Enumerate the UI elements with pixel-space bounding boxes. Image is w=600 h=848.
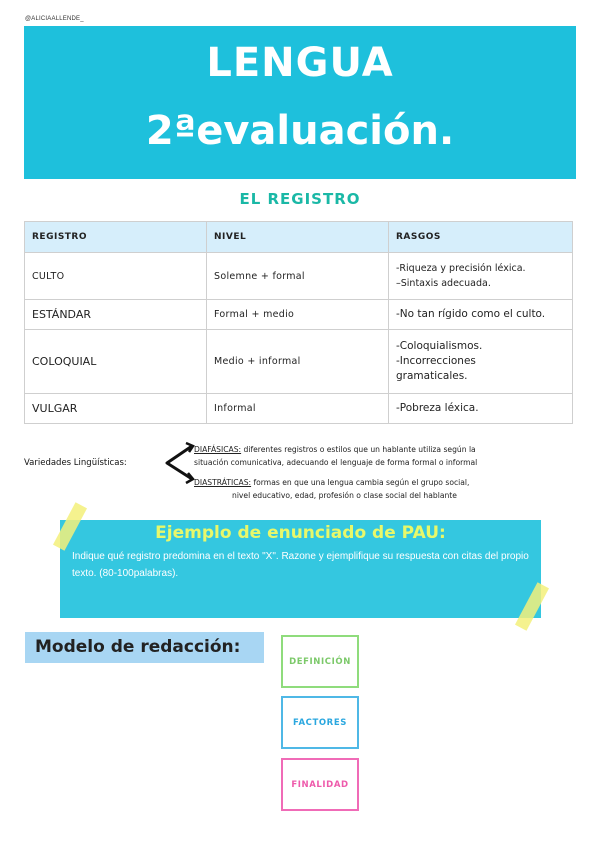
table-row: [25, 253, 573, 300]
title-banner: [24, 26, 576, 179]
factores-box: [281, 696, 359, 749]
section-title: EL REGISTRO: [239, 190, 361, 208]
finalidad-label: FINALIDAD: [291, 779, 349, 790]
rasgo-line: -Pobreza léxica.: [396, 402, 479, 414]
table-row: [25, 394, 573, 424]
cell-registro: VULGAR: [25, 394, 207, 424]
pau-text: Indique qué registro predomina en el texto "X". Razone y ejemplifique su respuesta con citas del propio texto. (80-100palabras).: [72, 551, 529, 579]
rasgo-line: –Sintaxis adecuada.: [396, 278, 491, 289]
cell-registro: COLOQUIAL: [25, 330, 207, 394]
header-nivel: NIVEL: [207, 222, 389, 253]
diafasicas-text: diferentes registros o estilos que un hablante utiliza según la: [241, 445, 476, 454]
table-header-row: [25, 222, 573, 253]
diastraticas-term: DIASTRÁTICAS:: [194, 478, 252, 487]
cell-nivel: Informal: [207, 394, 389, 424]
definicion-box: [281, 635, 359, 688]
banner-subtitle: 2ªevaluación.: [145, 108, 455, 154]
cell-rasgos: [389, 394, 573, 424]
cell-registro: CULTO: [25, 253, 207, 300]
factores-label: FACTORES: [293, 717, 347, 728]
cell-registro: ESTÁNDAR: [25, 300, 207, 330]
branch-arrows-icon: [162, 441, 196, 485]
variedades-label: Variedades Lingüísticas:: [24, 458, 127, 468]
pau-example-box: [60, 520, 541, 618]
cell-rasgos: [389, 330, 573, 394]
cell-nivel: Formal + medio: [207, 300, 389, 330]
cell-rasgos: [389, 253, 573, 300]
modelo-title: Modelo de redacción:: [35, 637, 241, 657]
diastraticas-text: formas en que una lengua cambia según el grupo social,: [251, 478, 470, 487]
header-rasgos: RASGOS: [389, 222, 573, 253]
diafasicas-line-2: situación comunicativa, adecuando el lenguaje de forma formal o informal: [194, 458, 478, 467]
pau-title: Ejemplo de enunciado de PAU:: [155, 523, 446, 543]
diastraticas-line-2: nivel educativo, edad, profesión o clase social del hablante: [232, 491, 457, 500]
diastraticas-line-1: [194, 476, 469, 489]
rasgo-line: -No tan rígido como el culto.: [396, 308, 546, 320]
banner-title: LENGUA: [206, 40, 394, 86]
diafasicas-term: DIAFÁSICAS:: [194, 445, 242, 454]
registro-table: [24, 221, 573, 424]
modelo-banner: [25, 632, 264, 663]
cell-nivel: Solemne + formal: [207, 253, 389, 300]
rasgo-line: gramaticales.: [396, 370, 468, 382]
rasgo-line: -Incorrecciones: [396, 355, 476, 367]
rasgo-line: -Coloquialismos.: [396, 340, 483, 352]
table-row: [25, 330, 573, 394]
author-handle: @ALICIAALLENDE_: [25, 16, 84, 22]
table-row: [25, 300, 573, 330]
definicion-label: DEFINICIÓN: [289, 656, 351, 667]
rasgo-line: -Riqueza y precisión léxica.: [396, 263, 526, 274]
cell-nivel: Medio + informal: [207, 330, 389, 394]
finalidad-box: [281, 758, 359, 811]
header-registro: REGISTRO: [25, 222, 207, 253]
cell-rasgos: [389, 300, 573, 330]
diafasicas-line-1: [194, 443, 476, 456]
